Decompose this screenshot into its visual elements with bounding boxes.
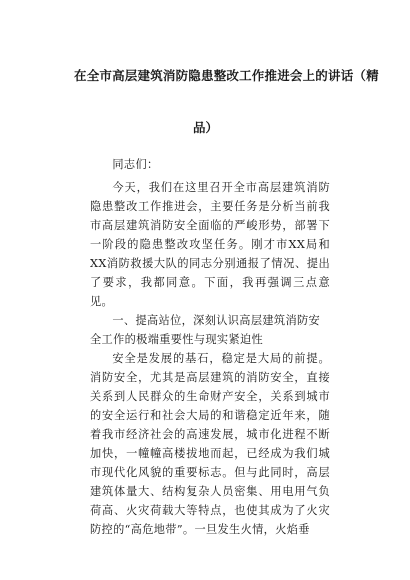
paragraph-safety: 安全是发展的基石，稳定是大局的前提。消防安全，尤其是高层建筑的消防安全，直接关系到人民群众的生命财产安全，关系到城市的安全运行和社会大局的和谐稳定近年来，随着我市经济社会的高速发展，城市化进程不断加快，一幢幢高楼拔地而起，已经成为我们城市现代化风貌的重要标志。但与此同时，高层建筑体量大、结构复杂人员密集、用电用气负荷高、火灾荷载大等特点，也使其成为了火灾防控的“高危地带”。一旦发生火情，火焰垂 bbox=[90, 352, 330, 536]
document-title: 在全市高层建筑消防隐患整改工作推进会上的讲话（精 bbox=[74, 68, 379, 83]
document-title-continuation: 品） bbox=[193, 120, 219, 135]
salutation: 同志们： bbox=[112, 158, 159, 171]
section-heading-1: 一、提高站位，深刻认识高层建筑消防安全工作的极端重要性与现实紧迫性 bbox=[90, 314, 321, 346]
document-body bbox=[90, 155, 330, 539]
paragraph-opening: 今天，我们在这里召开全市高层建筑消防隐患整改工作推进会，主要任务是分析当前我市高层建筑消防安全面临的严峻形势，部署下一阶段的隐患整改攻坚任务。刚才市XX局和XX消防救援大队的同志分别通报了情况、提出了要求，我都同意。下面，我再强调三点意见。 bbox=[90, 181, 330, 308]
